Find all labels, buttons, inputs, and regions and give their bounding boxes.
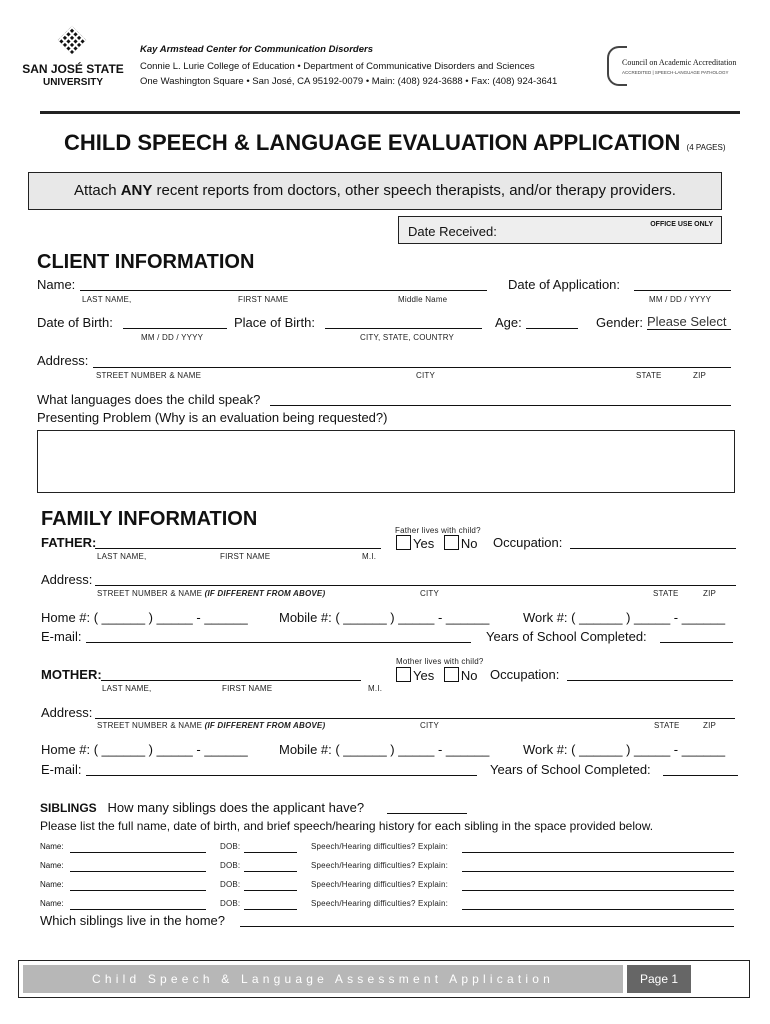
first-name-sublabel: FIRST NAME — [238, 295, 289, 304]
footer-divider — [623, 965, 625, 993]
father-street-sublabel: STREET NUMBER & NAME (IF DIFFERENT FROM ABOVE) — [97, 589, 326, 598]
father-city-sublabel: CITY — [420, 589, 440, 598]
father-label: FATHER: — [41, 535, 97, 550]
mother-address-label: Address: — [41, 705, 93, 720]
mother-lives-options: Yes No — [396, 667, 477, 683]
father-home-phone[interactable]: Home #: ( ______ ) _____ - ______ — [41, 610, 248, 625]
sibling-row: Name: — [40, 880, 64, 889]
header-divider — [40, 111, 740, 114]
sibling-dob-label: DOB: — [220, 861, 241, 870]
mother-yes-checkbox[interactable] — [396, 667, 411, 682]
sibling-dob-label: DOB: — [220, 899, 241, 908]
father-mi-sublabel: M.I. — [362, 552, 377, 561]
father-last-sublabel: LAST NAME, — [97, 552, 147, 561]
mother-lives-label: Mother lives with child? — [396, 657, 484, 666]
university-name: SAN JOSÉ STATE — [22, 62, 124, 76]
father-address-label: Address: — [41, 572, 93, 587]
mother-mobile-phone[interactable]: Mobile #: ( ______ ) _____ - ______ — [279, 742, 490, 757]
mother-state-sublabel: STATE — [654, 721, 680, 730]
footer-title: Child Speech & Language Assessment Application — [23, 965, 623, 993]
father-no-checkbox[interactable] — [444, 535, 459, 550]
father-name-field[interactable] — [95, 548, 381, 549]
mother-first-sublabel: FIRST NAME — [222, 684, 273, 693]
gender-select[interactable]: Please Select — [647, 314, 731, 330]
sibling-name-field[interactable] — [70, 871, 206, 872]
father-email-label: E-mail: — [41, 629, 82, 644]
sibling-hearing-field[interactable] — [462, 890, 734, 891]
siblings-home-label: Which siblings live in the home? — [40, 913, 225, 928]
mother-address-field[interactable] — [95, 718, 735, 719]
mother-email-field[interactable] — [86, 775, 477, 776]
address-line: One Washington Square • San José, CA 95192-0079 • Main: (408) 924-3688 • Fax: (408) 924-3641 — [140, 76, 558, 87]
father-state-sublabel: STATE — [653, 589, 679, 598]
mother-name-field[interactable] — [101, 680, 361, 681]
father-mobile-phone[interactable]: Mobile #: ( ______ ) _____ - ______ — [279, 610, 490, 625]
date-format-sublabel: MM / DD / YYYY — [649, 295, 712, 304]
caa-sub: ACCREDITED | SPEECH-LANGUAGE PATHOLOGY — [622, 70, 729, 75]
problem-textarea[interactable] — [37, 430, 735, 493]
sibling-dob-field[interactable] — [244, 890, 297, 891]
client-address-field[interactable] — [93, 367, 731, 368]
mother-zip-sublabel: ZIP — [703, 721, 717, 730]
mother-street-sublabel: STREET NUMBER & NAME (IF DIFFERENT FROM ABOVE) — [97, 721, 326, 730]
sibling-row: Name: — [40, 861, 64, 870]
college-line: Connie L. Lurie College of Education • Department of Communicative Disorders and Sciences — [140, 61, 535, 72]
father-school-field[interactable] — [660, 642, 733, 643]
sibling-dob-field[interactable] — [244, 909, 297, 910]
caa-title: Council on Academic Accreditation — [622, 58, 737, 67]
mother-last-sublabel: LAST NAME, — [102, 684, 152, 693]
languages-label: What languages does the child speak? — [37, 392, 261, 407]
languages-field[interactable] — [270, 405, 731, 406]
age-field[interactable] — [526, 328, 578, 329]
university-sub: UNIVERSITY — [42, 77, 103, 88]
dob-label: Date of Birth: — [37, 315, 113, 330]
date-application-field[interactable] — [634, 290, 731, 291]
sibling-hearing-label: Speech/Hearing difficulties? Explain: — [311, 861, 449, 870]
father-email-field[interactable] — [86, 642, 471, 643]
gender-label: Gender: — [596, 315, 643, 330]
office-use-box — [398, 216, 722, 244]
zip-sublabel: ZIP — [693, 371, 707, 380]
city-sublabel: CITY — [416, 371, 436, 380]
mother-school-field[interactable] — [663, 775, 738, 776]
center-name: Kay Armstead Center for Communication Disorders — [140, 44, 373, 55]
attach-banner: Attach ANY recent reports from doctors, other speech therapists, and/or therapy providers. — [28, 172, 722, 210]
footer-box — [18, 960, 750, 998]
age-label: Age: — [495, 315, 522, 330]
middle-name-sublabel: Middle Name — [398, 295, 448, 304]
sibling-hearing-label: Speech/Hearing difficulties? Explain: — [311, 842, 449, 851]
mother-home-phone[interactable]: Home #: ( ______ ) _____ - ______ — [41, 742, 248, 757]
father-occupation-field[interactable] — [570, 548, 736, 549]
sibling-row: Name: — [40, 842, 64, 851]
father-yes-checkbox[interactable] — [396, 535, 411, 550]
mother-school-label: Years of School Completed: — [490, 762, 651, 777]
siblings-home-field[interactable] — [240, 926, 734, 927]
office-use-label: OFFICE USE ONLY — [650, 221, 713, 228]
mother-no-checkbox[interactable] — [444, 667, 459, 682]
sjsu-logo-icon — [58, 26, 86, 54]
problem-label: Presenting Problem (Why is an evaluation being requested?) — [37, 410, 388, 425]
siblings-question: SIBLINGS How many siblings does the applicant have? — [40, 800, 365, 815]
father-occupation-label: Occupation: — [493, 535, 563, 550]
mother-occupation-field[interactable] — [567, 680, 733, 681]
mother-email-label: E-mail: — [41, 762, 82, 777]
sibling-name-field[interactable] — [70, 909, 206, 910]
father-zip-sublabel: ZIP — [703, 589, 717, 598]
state-sublabel: STATE — [636, 371, 662, 380]
sibling-hearing-field[interactable] — [462, 871, 734, 872]
sibling-dob-label: DOB: — [220, 880, 241, 889]
street-sublabel: STREET NUMBER & NAME — [96, 371, 202, 380]
sibling-row: Name: — [40, 899, 64, 908]
sibling-hearing-field[interactable] — [462, 852, 734, 853]
client-heading: CLIENT INFORMATION — [37, 251, 255, 273]
date-application-label: Date of Application: — [508, 277, 621, 292]
mother-work-phone[interactable]: Work #: ( ______ ) _____ - ______ — [523, 742, 726, 757]
father-school-label: Years of School Completed: — [486, 629, 647, 644]
mother-label: MOTHER: — [41, 667, 102, 682]
pob-sublabel: CITY, STATE, COUNTRY — [360, 333, 455, 342]
sibling-dob-label: DOB: — [220, 842, 241, 851]
siblings-instructions: Please list the full name, date of birth, and brief speech/hearing history for each sibling in the space provided below. — [40, 819, 654, 833]
family-heading: FAMILY INFORMATION — [41, 508, 258, 530]
dob-field[interactable] — [123, 328, 227, 329]
sibling-hearing-label: Speech/Hearing difficulties? Explain: — [311, 899, 449, 908]
last-name-sublabel: LAST NAME, — [82, 295, 132, 304]
father-lives-label: Father lives with child? — [395, 526, 481, 535]
sibling-dob-field[interactable] — [244, 871, 297, 872]
siblings-count-field[interactable] — [387, 813, 467, 814]
address-label: Address: — [37, 353, 89, 368]
father-address-field[interactable] — [95, 585, 736, 586]
mother-city-sublabel: CITY — [420, 721, 440, 730]
dob-format-sublabel: MM / DD / YYYY — [141, 333, 204, 342]
father-work-phone[interactable]: Work #: ( ______ ) _____ - ______ — [523, 610, 726, 625]
father-first-sublabel: FIRST NAME — [220, 552, 271, 561]
mother-mi-sublabel: M.I. — [368, 684, 383, 693]
sibling-hearing-label: Speech/Hearing difficulties? Explain: — [311, 880, 449, 889]
pob-field[interactable] — [325, 328, 482, 329]
pob-label: Place of Birth: — [234, 315, 315, 330]
sibling-name-field[interactable] — [70, 890, 206, 891]
page-title: CHILD SPEECH & LANGUAGE EVALUATION APPLICATION (4 PAGES) — [64, 130, 726, 155]
page-number: Page 1 — [627, 965, 691, 993]
sibling-name-field[interactable] — [70, 852, 206, 853]
mother-occupation-label: Occupation: — [490, 667, 560, 682]
sibling-hearing-field[interactable] — [462, 909, 734, 910]
sibling-dob-field[interactable] — [244, 852, 297, 853]
name-label: Name: — [37, 277, 76, 292]
client-name-field[interactable] — [80, 290, 487, 291]
date-received-label: Date Received: — [408, 224, 497, 239]
father-lives-options: Yes No — [396, 535, 477, 551]
